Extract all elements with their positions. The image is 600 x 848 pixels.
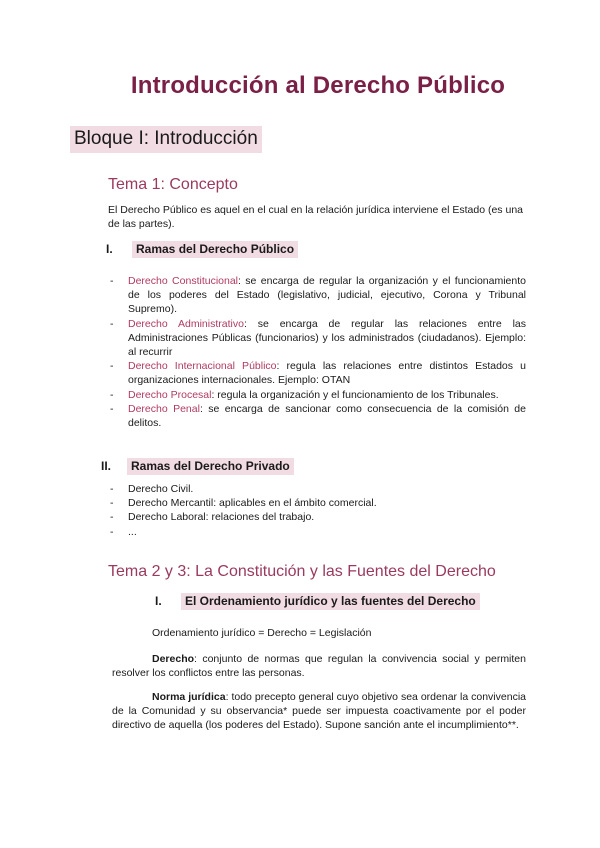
list-item-text: : se encarga de sancionar como consecuencia de la comisión de delitos. <box>128 402 526 430</box>
list-item <box>110 317 526 360</box>
list-item <box>110 388 526 402</box>
section-heading-derecho-privado <box>101 459 294 473</box>
section-heading-derecho-publico <box>106 242 298 256</box>
tema-1-heading: Tema 1: Concepto <box>108 176 238 193</box>
derecho-def-text: : conjunto de normas que regulan la convivencia social y permiten resolver los conflictos entre las personas. <box>112 653 526 679</box>
list-item-term: Derecho Administrativo <box>128 317 244 330</box>
list-item-term: Derecho Procesal <box>128 388 212 401</box>
ramas-privado-list <box>110 482 526 539</box>
document-title: Introducción al Derecho Público <box>130 72 506 99</box>
derecho-term: Derecho <box>152 653 195 665</box>
list-item-term: Derecho Constitucional <box>128 275 239 287</box>
list-item-text: : regula las relaciones entre distintos Estados u organizaciones internacionales. Ejemplo: OTAN <box>128 360 526 387</box>
section-heading-ordenamiento <box>155 594 480 608</box>
norma-juridica-definition <box>112 690 526 732</box>
intro-paragraph: El Derecho Público es aquel en el cual en la relación jurídica interviene el Estado (es una de las partes). <box>108 204 523 230</box>
list-item <box>110 359 526 387</box>
list-item-text: : se encarga de regular las relaciones entre las Administraciones Públicas (funcionarios) y los administrados (ciudadanos). Ejemplo: al recurrir <box>128 317 526 359</box>
section-number: II. <box>101 459 112 473</box>
norma-term: Norma jurídica <box>152 691 226 703</box>
list-item: - Derecho Civil. <box>110 482 526 496</box>
section-title: Ramas del Derecho Público <box>132 241 298 258</box>
section-number: I. <box>155 594 162 608</box>
list-item <box>110 402 526 430</box>
list-item-text: : se encarga de regular la organización y el funcionamiento de los poderes del Estado (legislativo, judicial, ejecutivo, Corona y Tribunal Supremo). <box>128 275 526 316</box>
list-item: - ... <box>110 525 526 539</box>
list-item-text: : regula la organización y el funcionamiento de los Tribunales. <box>211 388 499 401</box>
list-item: - Derecho Mercantil: aplicables en el ámbito comercial. <box>110 496 526 510</box>
section-title: Ramas del Derecho Privado <box>127 458 294 475</box>
block-heading: Bloque I: Introducción <box>70 126 262 153</box>
list-item-term: Derecho Internacional Público <box>128 360 277 373</box>
ramas-publico-list <box>110 274 526 430</box>
tema-2-heading: Tema 2 y 3: La Constitución y las Fuentes del Derecho <box>108 563 496 580</box>
list-item <box>110 274 526 317</box>
section-title: El Ordenamiento jurídico y las fuentes del Derecho <box>181 593 480 610</box>
section-number: I. <box>106 242 113 256</box>
ordenamiento-equation: Ordenamiento jurídico = Derecho = Legislación <box>152 627 372 639</box>
list-item: - Derecho Laboral: relaciones del trabajo. <box>110 510 526 524</box>
norma-def-text: : todo precepto general cuyo objetivo sea ordenar la convivencia de la Comunidad y su observancia* puede ser impuesta coactivamente por el poder directivo de aquella (los poderes del Estado). Supone sanción ante el incumplimiento**. <box>112 691 526 731</box>
list-item-term: Derecho Penal <box>128 402 200 415</box>
derecho-definition <box>112 652 526 680</box>
